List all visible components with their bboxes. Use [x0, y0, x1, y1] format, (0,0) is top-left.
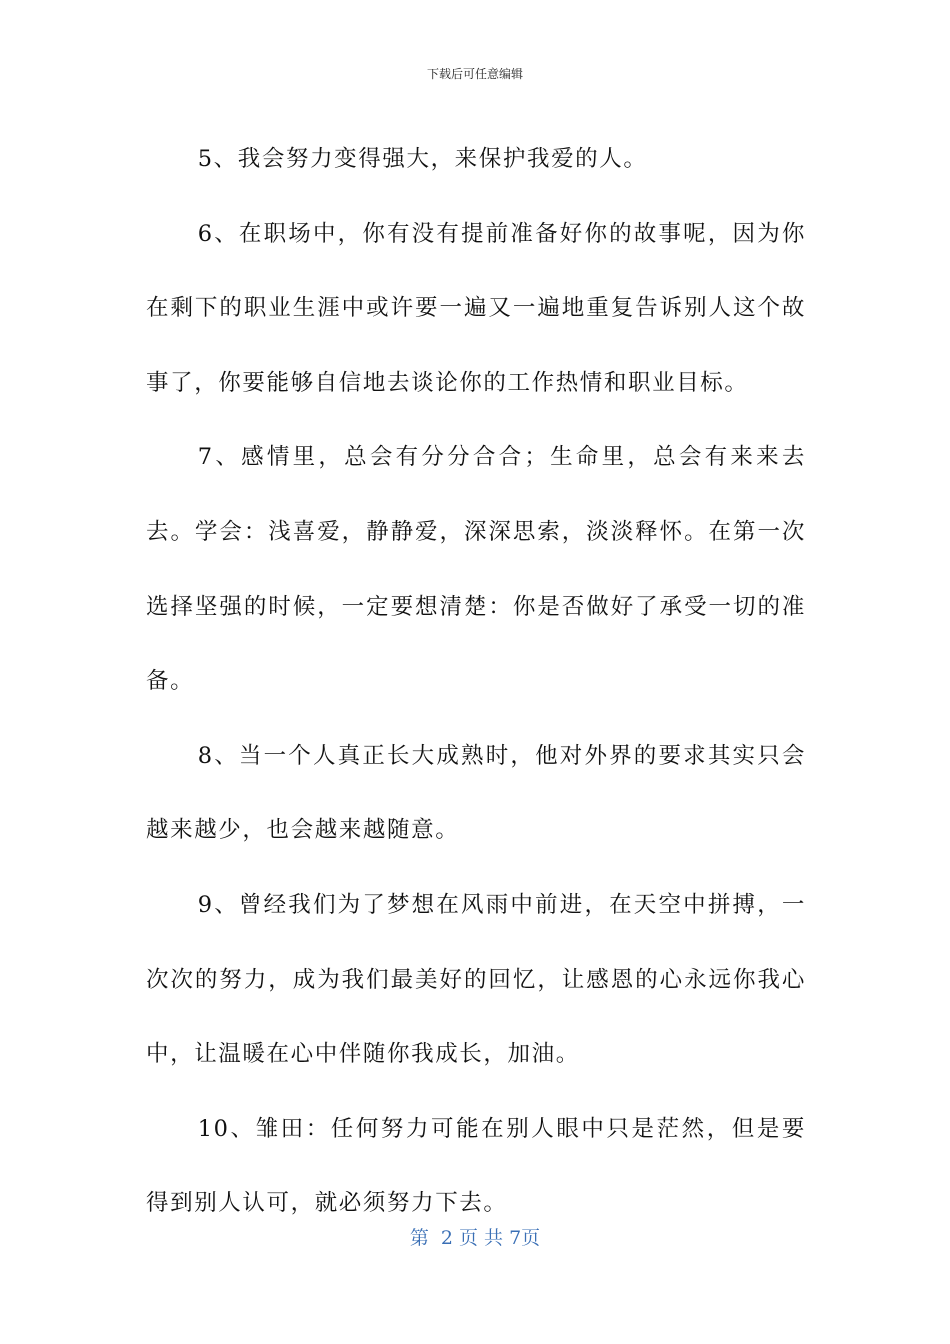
paragraph-8: 8、当一个人真正长大成熟时，他对外界的要求其实只会越来越少，也会越来越随意。 [146, 742, 806, 844]
page-header: 下载后可任意编辑 [426, 67, 523, 81]
paragraph-5: 5、我会努力变得强大，来保护我爱的人。 [197, 146, 648, 172]
page-number-footer: 第 2 页 共 7页 [409, 1227, 541, 1249]
paragraph-7: 7、感情里，总会有分分合合；生命里，总会有来来去去。学会：浅喜爱，静静爱，深深思索，淡淡释怀。在第一次选择坚强的时候，一定要想清楚：你是否做好了承受一切的准备。 [146, 444, 806, 695]
paragraph-10: 10、雏田：任何努力可能在别人眼中只是茫然，但是要得到别人认可，就必须努力下去。 [146, 1115, 806, 1217]
paragraph-9: 9、曾经我们为了梦想在风雨中前进，在天空中拼搏，一次次的努力，成为我们最美好的回忆，让感恩的心永远你我心中，让温暖在心中伴随你我成长，加油。 [146, 891, 806, 1068]
document-body [146, 122, 806, 1241]
paragraph-6: 6、在职场中，你有没有提前准备好你的故事呢，因为你在剩下的职业生涯中或许要一遍又一遍地重复告诉别人这个故事了，你要能够自信地去谈论你的工作热情和职业目标。 [146, 220, 806, 396]
